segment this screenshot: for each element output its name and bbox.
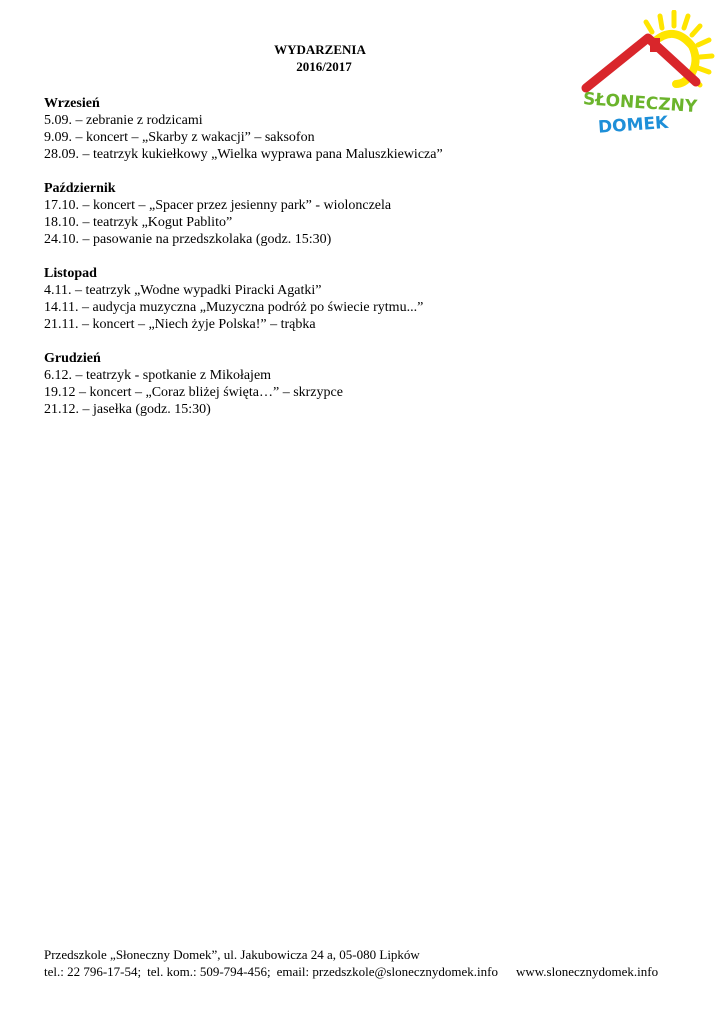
footer-phone: tel.: 22 796-17-54;: [44, 964, 142, 979]
month-heading: Grudzień: [44, 351, 101, 366]
event-item: 9.09. – koncert – „Skarby z wakacji” – saksofon: [44, 130, 315, 145]
event-item: 17.10. – koncert – „Spacer przez jesienny park” - wiolonczela: [44, 198, 392, 213]
month-heading: Październik: [44, 181, 116, 196]
events-list: [44, 95, 564, 435]
document-title: WYDARZENIA: [274, 42, 366, 57]
month-section: [44, 265, 564, 333]
event-item: 28.09. – teatrzyk kukiełkowy „Wielka wyprawa pana Maluszkiewicza”: [44, 147, 443, 162]
logo-text-line2: DOMEK: [597, 112, 669, 138]
page-footer: [44, 946, 704, 980]
sloneczny-domek-logo: [578, 10, 718, 140]
footer-address: Przedszkole „Słoneczny Domek”, ul. Jakubowicza 24 a, 05-080 Lipków: [44, 947, 420, 962]
event-item: 5.09. – zebranie z rodzicami: [44, 113, 203, 128]
footer-website: www.slonecznydomek.info: [515, 964, 659, 979]
event-item: 18.10. – teatrzyk „Kogut Pablito”: [44, 215, 233, 230]
event-item: 6.12. – teatrzyk - spotkanie z Mikołajem: [44, 368, 272, 383]
month-section: [44, 95, 564, 163]
month-section: [44, 180, 564, 248]
event-item: 21.12. – jasełka (godz. 15:30): [44, 402, 211, 417]
month-heading: Wrzesień: [44, 96, 100, 111]
event-item: 24.10. – pasowanie na przedszkolaka (godz. 15:30): [44, 232, 332, 247]
event-item: 21.11. – koncert – „Niech żyje Polska!” – trąbka: [44, 317, 316, 332]
document-year: 2016/2017: [296, 59, 352, 74]
event-item: 14.11. – audycja muzyczna „Muzyczna podróż po świecie rytmu...”: [44, 300, 424, 315]
footer-email: email: przedszkole@slonecznydomek.info: [276, 964, 498, 979]
event-item: 4.11. – teatrzyk „Wodne wypadki Piracki Agatki”: [44, 283, 322, 298]
month-section: [44, 350, 564, 418]
logo-text-line1: SŁONECZNY: [582, 89, 698, 118]
month-heading: Listopad: [44, 266, 97, 281]
event-item: 19.12 – koncert – „Coraz bliżej święta…” – skrzypce: [44, 385, 343, 400]
footer-mobile: tel. kom.: 509-794-456;: [147, 964, 271, 979]
footer-contact: [44, 963, 704, 980]
